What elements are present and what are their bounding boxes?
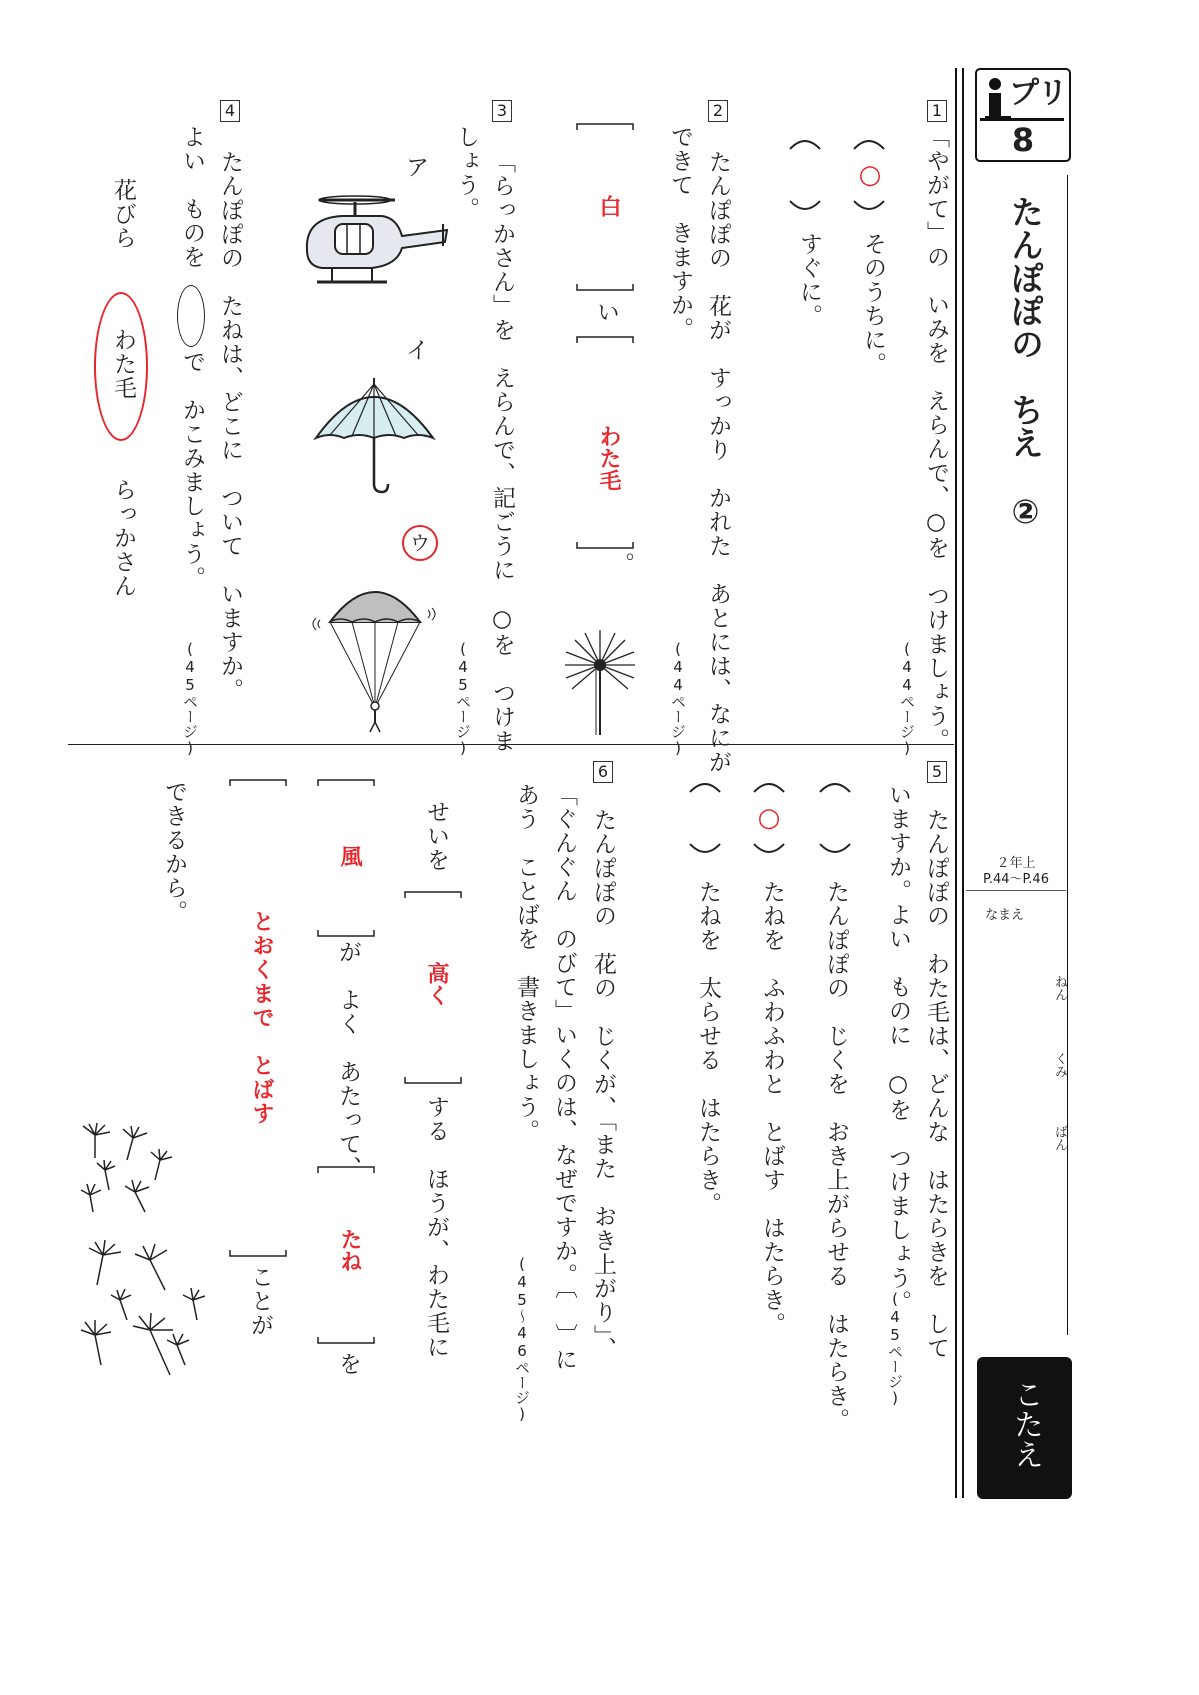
q5-line-2: いますか。よい ものに ○を つけましょう。 [885,783,911,1314]
q5-number: 5 [927,761,947,783]
q6-seio: せいを [423,800,449,872]
q2-answer-1: 白 [596,195,621,217]
q5-answer-mark: ○ [757,803,781,833]
logo-label: プリ [1009,76,1068,111]
q5-line-1: たんぽぽの わた毛は、どんな はたらきを して [923,808,949,1360]
nen-label: ねん [1052,975,1067,1001]
q3-line-2: しょう。 [453,125,479,221]
q6-answer-4: とおくまで とばす [249,910,274,1126]
q5-page: (45ページ) [886,1290,904,1407]
logo-number: 8 [1011,121,1035,159]
q2-line-2: できて きますか。 [667,125,693,341]
q4-line-2b: で かこみましょう。 [179,350,205,590]
q5-option-2: たねを ふわふわと とばす はたらき。 [759,880,785,1336]
q6-page: (45〜46ページ) [513,1255,531,1423]
page-title: たんぽぽの ちえ ② [1006,195,1045,531]
q6-answer-3: たね [337,1228,362,1272]
q5-paren-3 [688,778,722,858]
q2-line-1: たんぽぽの 花が すっかり かれた あとには、なにが [705,150,731,774]
q2-answer-2: わた毛 [596,425,621,491]
q5-option-1: たんぽぽの じくを おき上がらせる はたらき。 [823,880,849,1432]
dandelion-seeds-icon [75,1120,215,1390]
name-divider [966,890,1066,891]
q4-line-2a: よい ものを [179,125,205,269]
q6-kotoga: ことが [247,1265,273,1337]
q6-number: 6 [593,761,613,783]
q1-paren-2 [788,135,822,215]
q1-option-2: すぐに。 [796,232,822,328]
ban-label: ばん [1052,1125,1067,1151]
parachute-icon [310,572,440,734]
q6-answer-1: 高く [424,962,449,1006]
sidebar-right-line [1067,175,1068,1335]
q3-line-1: 「らっかさん」を えらんで、記ごうに ○を つけま [489,150,515,753]
q5-paren-1 [818,778,852,858]
sidebar-double-line-1 [955,68,957,1498]
q4-choice-1: 花びら [110,178,136,250]
q6-suru: する ほうが、わた毛に [423,1095,449,1359]
q2-page: (44ページ) [669,640,687,757]
q4-circle-sample [177,285,205,347]
q6-line-2: 「ぐんぐん のびて」いくのは、なぜですか。〔 〕に [551,783,577,1372]
q3-option-a-label: ア [406,155,430,181]
q3-answer-circle [402,525,438,561]
kotae-label: こたえ [1008,1379,1043,1469]
grade-label: ２年上 [996,856,1036,871]
q3-number: 3 [492,100,512,122]
q3-page: (45ページ) [454,640,472,757]
q1-answer-mark: ○ [858,160,882,190]
q3-option-u-label: ウ [410,531,430,555]
q4-page: (45ページ) [181,640,199,757]
q2-number: 2 [708,100,728,122]
q4-choice-2: わた毛 [110,328,136,400]
umbrella-icon [312,376,437,496]
q1-text: 「やがて」の いみを えらんで、○を つけましょう。 [923,125,949,752]
kumi-label: くみ [1052,1052,1067,1078]
q3-option-i-label: イ [406,338,430,364]
q6-line-3: あう ことばを 書きましょう。 [513,783,539,1143]
q1-option-1: そのうちに。 [860,232,886,376]
pages-label: P.44〜P.46 [983,872,1049,887]
q2-mid: い [593,300,619,324]
name-label: なまえ [985,908,1025,923]
dandelion-seedhead-icon [560,625,640,735]
kotae-badge [977,1357,1072,1499]
q4-number: 4 [220,100,240,122]
q4-choice-3: らっかさん [110,478,136,598]
logo [975,68,1071,162]
q4-line-1: たんぽぽの たねは、どこに ついて いますか。 [217,150,243,702]
q1-page: (44ページ) [898,640,916,757]
q2-end: 。 [608,552,634,576]
helicopter-icon [297,190,452,290]
q1-number: 1 [927,100,947,122]
q6-ga: が よく あたって、 [335,940,361,1180]
sidebar-double-line-2 [962,68,964,1498]
q6-answer-2: 風 [337,845,362,867]
q6-wo: を [335,1352,361,1376]
q6-line-1: たんぽぽの 花の じくが、「また おき上がり」、 [590,808,616,1361]
q5-option-3: たねを 太らせる はたらき。 [695,880,721,1216]
q6-last: できるから。 [161,780,187,924]
